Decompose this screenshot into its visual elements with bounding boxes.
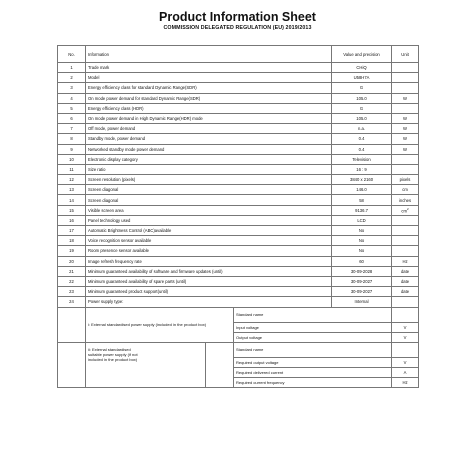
row-unit — [392, 175, 419, 185]
header-unit: Unit — [392, 46, 419, 63]
external-nonstd-psu-unit — [392, 342, 419, 357]
row-value: 0.4 — [332, 144, 392, 154]
row-unit — [392, 266, 419, 276]
row-value: 30-09-2028 — [332, 266, 392, 276]
row-number: 21 — [58, 266, 86, 276]
row-value: No — [332, 226, 392, 236]
row-number: 7 — [58, 124, 86, 134]
row-unit — [392, 185, 419, 195]
product-info-table — [57, 45, 419, 388]
row-value: No — [332, 236, 392, 246]
row-information: Minimum guaranteed availability of spare parts (until) — [86, 276, 332, 286]
row-unit — [392, 93, 419, 103]
row-unit — [392, 134, 419, 144]
header-value: Value and precision — [332, 46, 392, 63]
row-number: 22 — [58, 276, 86, 286]
row-unit — [392, 103, 419, 113]
row-unit-text: date — [400, 268, 410, 274]
external-psu-unit: V — [392, 332, 419, 342]
row-value: 3840 x 2160 — [332, 175, 392, 185]
row-information: Trade mark — [86, 63, 332, 73]
table-row — [58, 205, 419, 215]
row-number: 19 — [58, 246, 86, 256]
sheet-title: Product Information Sheet — [159, 10, 316, 24]
row-number: 17 — [58, 226, 86, 236]
external-nonstd-psu-sublabel: Required current frequency — [234, 378, 392, 388]
table-header-row — [58, 46, 419, 63]
row-information: Standby mode, power demand — [86, 134, 332, 144]
table-row — [58, 103, 419, 113]
row-value: 58 — [332, 195, 392, 205]
table-row — [58, 83, 419, 93]
row-value: 60 — [332, 256, 392, 266]
row-unit-text: date — [400, 279, 410, 285]
row-information: Size ratio — [86, 164, 332, 174]
power-supply-value: Internal — [332, 297, 392, 307]
blank-cell — [206, 342, 234, 388]
row-value: Television — [332, 154, 392, 164]
row-number: 2 — [58, 73, 86, 83]
row-unit — [392, 215, 419, 225]
row-value: 146.0 — [332, 185, 392, 195]
row-number: 15 — [58, 205, 86, 215]
external-psu-sublabel: Output voltage — [234, 332, 392, 342]
row-information: Energy efficiency class (HDR) — [86, 103, 332, 113]
row-unit-text: date — [400, 289, 410, 295]
row-value: 30-09-2027 — [332, 276, 392, 286]
external-nonstd-psu-label — [86, 342, 206, 388]
row-number: 12 — [58, 175, 86, 185]
row-value: G — [332, 83, 392, 93]
row-value: 0.4 — [332, 134, 392, 144]
table-row — [58, 185, 419, 195]
external-nonstd-psu-row — [58, 342, 419, 357]
row-information: Image refresh frequency rate — [86, 256, 332, 266]
row-information: Automatic Brightness Control (ABC)available — [86, 226, 332, 236]
external-psu-sublabel: Input voltage — [234, 322, 392, 332]
row-value: U58H7A — [332, 73, 392, 83]
row-unit — [392, 287, 419, 297]
row-information: On mode power demand in High Dynamic Range(HDR) mode — [86, 113, 332, 123]
row-value: 30-09-2027 — [332, 287, 392, 297]
table-row — [58, 236, 419, 246]
blank-cell — [58, 307, 86, 342]
row-unit-text: inches — [398, 197, 412, 203]
row-number: 14 — [58, 195, 86, 205]
table-row-power-supply — [58, 297, 419, 307]
row-information: Screen diagonal — [86, 195, 332, 205]
row-unit — [392, 276, 419, 286]
row-information: On mode power demand for standard Dynamic Range(SDR) — [86, 93, 332, 103]
row-value: 16 : 9 — [332, 164, 392, 174]
table-row — [58, 134, 419, 144]
row-number: 1 — [58, 63, 86, 73]
row-information: Voice recognition sensor available — [86, 236, 332, 246]
row-number: 13 — [58, 185, 86, 195]
row-unit-text: cm — [401, 208, 407, 214]
row-number: 16 — [58, 215, 86, 225]
row-unit-text: pixels — [399, 177, 411, 183]
table-row — [58, 154, 419, 164]
header-information: Information — [86, 46, 332, 63]
row-information: Energy efficiency class for standard Dynamic Range(SDR) — [86, 83, 332, 93]
row-unit — [392, 195, 419, 205]
table-row — [58, 73, 419, 83]
table-row — [58, 113, 419, 123]
row-number: 6 — [58, 113, 86, 123]
row-unit — [392, 256, 419, 266]
row-number: 23 — [58, 287, 86, 297]
external-nonstd-psu-label-line: ii: External standardised — [88, 346, 131, 352]
table-row — [58, 124, 419, 134]
row-unit-text: W — [403, 116, 407, 122]
row-unit — [392, 246, 419, 256]
row-information: Panel technology used — [86, 215, 332, 225]
product-information-sheet — [57, 10, 418, 386]
table-row — [58, 164, 419, 174]
blank-cell — [58, 342, 86, 388]
row-value: n.a. — [332, 124, 392, 134]
row-information: Visible screen area — [86, 205, 332, 215]
external-nonstd-psu-sublabel: Required delivered current — [234, 368, 392, 378]
external-nonstd-psu-label-line: included in the product box) — [88, 357, 138, 363]
external-nonstd-psu-sublabel: Standard name — [234, 342, 392, 357]
row-unit — [392, 63, 419, 73]
external-nonstd-psu-unit: V — [392, 357, 419, 367]
table-row — [58, 256, 419, 266]
row-information: Screen resolution (pixels) — [86, 175, 332, 185]
external-psu-row — [58, 307, 419, 322]
row-number: 11 — [58, 164, 86, 174]
row-number: 4 — [58, 93, 86, 103]
row-unit — [392, 83, 419, 93]
row-unit-text: W — [403, 95, 407, 101]
row-value: 105.0 — [332, 93, 392, 103]
row-number: 10 — [58, 154, 86, 164]
row-value: 9136.7 — [332, 205, 392, 215]
row-value: 105.0 — [332, 113, 392, 123]
table-row — [58, 266, 419, 276]
sheet-subtitle: COMMISSION DELEGATED REGULATION (EU) 2019/2013 — [163, 25, 312, 31]
row-unit-text: Hz — [402, 258, 408, 264]
external-nonstd-psu-unit: A — [392, 368, 419, 378]
row-unit — [392, 113, 419, 123]
external-nonstd-psu-label-line: suitable power supply (if not — [88, 352, 138, 358]
row-information: Model — [86, 73, 332, 83]
external-psu-unit: V — [392, 322, 419, 332]
row-unit — [392, 164, 419, 174]
row-number: 24 — [58, 297, 86, 307]
row-unit — [392, 205, 419, 215]
external-psu-sublabel: Standard name — [234, 307, 392, 322]
row-number: 18 — [58, 236, 86, 246]
row-number: 20 — [58, 256, 86, 266]
row-information: Room presence sensor available — [86, 246, 332, 256]
unit-superscript: 2 — [406, 207, 409, 212]
row-unit — [392, 124, 419, 134]
row-unit-text: W — [403, 136, 407, 142]
external-psu-unit — [392, 307, 419, 322]
row-unit — [392, 226, 419, 236]
row-value: CHiQ — [332, 63, 392, 73]
table-row — [58, 144, 419, 154]
table-row — [58, 276, 419, 286]
table-row — [58, 215, 419, 225]
table-row — [58, 287, 419, 297]
row-unit-text: W — [403, 146, 407, 152]
table-row — [58, 195, 419, 205]
table-row — [58, 246, 419, 256]
table-row — [58, 175, 419, 185]
row-unit-text: W — [403, 126, 407, 132]
row-value: No — [332, 246, 392, 256]
row-information: Networked standby mode power demand — [86, 144, 332, 154]
row-number: 8 — [58, 134, 86, 144]
row-number: 9 — [58, 144, 86, 154]
table-row — [58, 63, 419, 73]
row-information: Off mode, power demand — [86, 124, 332, 134]
external-nonstd-psu-sublabel: Required output voltage — [234, 357, 392, 367]
power-supply-label: Power supply type: — [86, 297, 332, 307]
external-nonstd-psu-unit: Hz — [392, 378, 419, 388]
row-value: LCD — [332, 215, 392, 225]
row-information: Electronic display category — [86, 154, 332, 164]
row-number: 3 — [58, 83, 86, 93]
row-unit — [392, 236, 419, 246]
row-value: G — [332, 103, 392, 113]
row-unit — [392, 297, 419, 307]
row-information: Minimum guaranteed product support(until) — [86, 287, 332, 297]
header-no: No. — [58, 46, 86, 63]
row-unit — [392, 144, 419, 154]
row-unit — [392, 154, 419, 164]
row-information: Minimum guaranteed availability of software and firmware updates (until) — [86, 266, 332, 276]
table-row — [58, 93, 419, 103]
row-number: 5 — [58, 103, 86, 113]
external-psu-label: i: External standardised power supply (included in the product box) — [86, 307, 234, 342]
table-row — [58, 226, 419, 236]
row-unit-text: cm — [402, 187, 408, 193]
row-information: Screen diagonal — [86, 185, 332, 195]
row-unit — [392, 73, 419, 83]
